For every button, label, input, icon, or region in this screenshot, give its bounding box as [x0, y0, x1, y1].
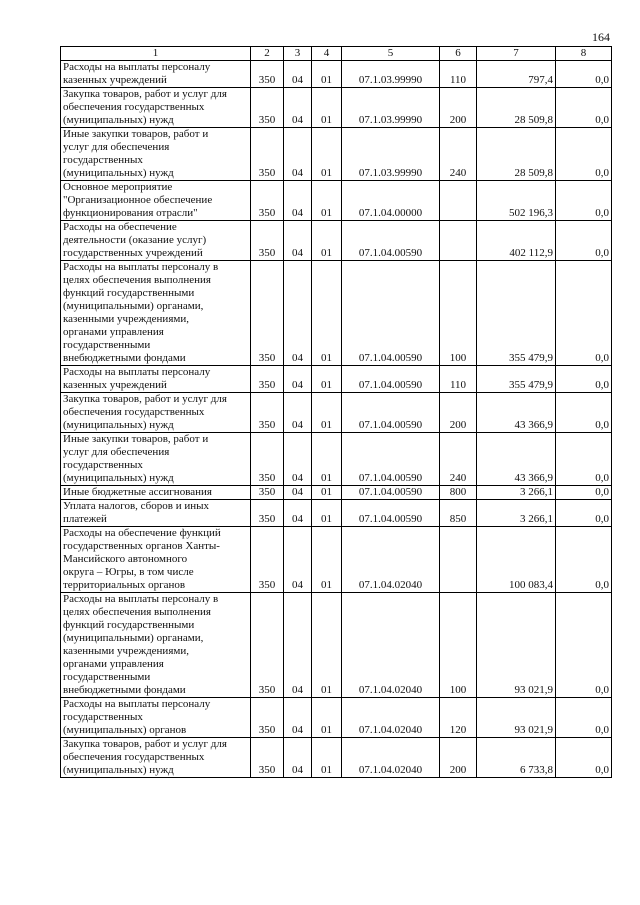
- table-row: [61, 181, 612, 221]
- subsection-code: 01: [312, 433, 342, 486]
- expense-type-code: 800: [440, 486, 477, 500]
- item-name: Иные закупки товаров, работ и услуг для обеспечения государственных (муниципальных) нужд: [61, 433, 251, 486]
- subsection-code: 01: [312, 61, 342, 88]
- header-col-8: 8: [556, 47, 612, 61]
- amount-value-2: 0,0: [556, 698, 612, 738]
- amount-value-2: 0,0: [556, 486, 612, 500]
- amount-value: 100 083,4: [477, 527, 556, 593]
- target-article-code: 07.1.04.00590: [342, 486, 440, 500]
- amount-value: 93 021,9: [477, 593, 556, 698]
- target-article-code: 07.1.04.02040: [342, 698, 440, 738]
- item-name: Расходы на выплаты персоналу государственных (муниципальных) органов: [61, 698, 251, 738]
- item-name: Расходы на выплаты персоналу в целях обеспечения выполнения функций государственными (муниципальными) органами, казенными учреждениями, органами управления государственными внебюджетными фондами: [61, 261, 251, 366]
- subsection-code: 01: [312, 486, 342, 500]
- amount-value: 355 479,9: [477, 261, 556, 366]
- header-col-4: 4: [312, 47, 342, 61]
- section-code: 04: [284, 128, 312, 181]
- subsection-code: 01: [312, 181, 342, 221]
- target-article-code: 07.1.04.00590: [342, 221, 440, 261]
- amount-value-2: 0,0: [556, 393, 612, 433]
- amount-value: 93 021,9: [477, 698, 556, 738]
- amount-value-2: 0,0: [556, 261, 612, 366]
- amount-value-2: 0,0: [556, 593, 612, 698]
- item-name: Закупка товаров, работ и услуг для обеспечения государственных (муниципальных) нужд: [61, 88, 251, 128]
- subsection-code: 01: [312, 500, 342, 527]
- expense-type-code: [440, 181, 477, 221]
- amount-value: 797,4: [477, 61, 556, 88]
- section-code: 04: [284, 698, 312, 738]
- ministry-code: 350: [251, 486, 284, 500]
- target-article-code: 07.1.04.00590: [342, 433, 440, 486]
- ministry-code: 350: [251, 738, 284, 778]
- ministry-code: 350: [251, 500, 284, 527]
- amount-value: 28 509,8: [477, 128, 556, 181]
- amount-value-2: 0,0: [556, 61, 612, 88]
- ministry-code: 350: [251, 366, 284, 393]
- target-article-code: 07.1.04.00590: [342, 393, 440, 433]
- subsection-code: 01: [312, 88, 342, 128]
- section-code: 04: [284, 527, 312, 593]
- target-article-code: 07.1.04.00590: [342, 261, 440, 366]
- table-row: [61, 593, 612, 698]
- expense-type-code: 120: [440, 698, 477, 738]
- table-body: [61, 61, 612, 778]
- ministry-code: 350: [251, 527, 284, 593]
- ministry-code: 350: [251, 181, 284, 221]
- target-article-code: 07.1.04.00590: [342, 366, 440, 393]
- ministry-code: 350: [251, 698, 284, 738]
- section-code: 04: [284, 366, 312, 393]
- expense-type-code: 240: [440, 128, 477, 181]
- expense-type-code: 100: [440, 261, 477, 366]
- subsection-code: 01: [312, 128, 342, 181]
- target-article-code: 07.1.03.99990: [342, 88, 440, 128]
- table-row: [61, 88, 612, 128]
- target-article-code: 07.1.04.00000: [342, 181, 440, 221]
- header-col-5: 5: [342, 47, 440, 61]
- table-row: [61, 128, 612, 181]
- header-col-1: 1: [61, 47, 251, 61]
- subsection-code: 01: [312, 393, 342, 433]
- item-name: Иные закупки товаров, работ и услуг для обеспечения государственных (муниципальных) нужд: [61, 128, 251, 181]
- ministry-code: 350: [251, 393, 284, 433]
- section-code: 04: [284, 738, 312, 778]
- item-name: Уплата налогов, сборов и иных платежей: [61, 500, 251, 527]
- subsection-code: 01: [312, 698, 342, 738]
- ministry-code: 350: [251, 128, 284, 181]
- table-row: [61, 698, 612, 738]
- item-name: Закупка товаров, работ и услуг для обеспечения государственных (муниципальных) нужд: [61, 738, 251, 778]
- expense-type-code: [440, 221, 477, 261]
- table-row: [61, 366, 612, 393]
- ministry-code: 350: [251, 88, 284, 128]
- ministry-code: 350: [251, 261, 284, 366]
- amount-value-2: 0,0: [556, 527, 612, 593]
- section-code: 04: [284, 433, 312, 486]
- amount-value: 6 733,8: [477, 738, 556, 778]
- budget-table: [60, 46, 612, 778]
- table-row: [61, 486, 612, 500]
- amount-value: 3 266,1: [477, 500, 556, 527]
- section-code: 04: [284, 221, 312, 261]
- expense-type-code: 100: [440, 593, 477, 698]
- amount-value-2: 0,0: [556, 366, 612, 393]
- expense-type-code: 110: [440, 366, 477, 393]
- header-col-2: 2: [251, 47, 284, 61]
- subsection-code: 01: [312, 738, 342, 778]
- ministry-code: 350: [251, 593, 284, 698]
- subsection-code: 01: [312, 593, 342, 698]
- section-code: 04: [284, 593, 312, 698]
- amount-value: 502 196,3: [477, 181, 556, 221]
- ministry-code: 350: [251, 61, 284, 88]
- amount-value-2: 0,0: [556, 500, 612, 527]
- amount-value: 402 112,9: [477, 221, 556, 261]
- expense-type-code: 850: [440, 500, 477, 527]
- subsection-code: 01: [312, 527, 342, 593]
- amount-value-2: 0,0: [556, 738, 612, 778]
- ministry-code: 350: [251, 433, 284, 486]
- header-col-3: 3: [284, 47, 312, 61]
- amount-value: 3 266,1: [477, 486, 556, 500]
- table-row: [61, 433, 612, 486]
- item-name: Расходы на обеспечение деятельности (оказание услуг) государственных учреждений: [61, 221, 251, 261]
- item-name: Иные бюджетные ассигнования: [61, 486, 251, 500]
- ministry-code: 350: [251, 221, 284, 261]
- amount-value: 355 479,9: [477, 366, 556, 393]
- table-row: [61, 221, 612, 261]
- amount-value: 43 366,9: [477, 433, 556, 486]
- item-name: Закупка товаров, работ и услуг для обеспечения государственных (муниципальных) нужд: [61, 393, 251, 433]
- subsection-code: 01: [312, 261, 342, 366]
- header-col-6: 6: [440, 47, 477, 61]
- section-code: 04: [284, 500, 312, 527]
- target-article-code: 07.1.03.99990: [342, 128, 440, 181]
- expense-type-code: 240: [440, 433, 477, 486]
- section-code: 04: [284, 393, 312, 433]
- target-article-code: 07.1.04.02040: [342, 593, 440, 698]
- target-article-code: 07.1.04.00590: [342, 500, 440, 527]
- section-code: 04: [284, 261, 312, 366]
- section-code: 04: [284, 61, 312, 88]
- item-name: Расходы на выплаты персоналу в целях обеспечения выполнения функций государственными (муниципальными) органами, казенными учреждениями, органами управления государственными внебюджетными фондами: [61, 593, 251, 698]
- subsection-code: 01: [312, 366, 342, 393]
- expense-type-code: [440, 527, 477, 593]
- table-row: [61, 261, 612, 366]
- page-number: 164: [592, 30, 610, 44]
- amount-value-2: 0,0: [556, 181, 612, 221]
- table-row: [61, 393, 612, 433]
- amount-value-2: 0,0: [556, 128, 612, 181]
- expense-type-code: 200: [440, 738, 477, 778]
- table-row: [61, 61, 612, 88]
- item-name: Расходы на обеспечение функций государственных органов Ханты- Мансийского автономного округа – Югры, в том числе территориальных органов: [61, 527, 251, 593]
- item-name: Основное мероприятие "Организационное обеспечение функционирования отрасли": [61, 181, 251, 221]
- header-col-7: 7: [477, 47, 556, 61]
- section-code: 04: [284, 486, 312, 500]
- amount-value-2: 0,0: [556, 221, 612, 261]
- item-name: Расходы на выплаты персоналу казенных учреждений: [61, 366, 251, 393]
- target-article-code: 07.1.03.99990: [342, 61, 440, 88]
- amount-value-2: 0,0: [556, 433, 612, 486]
- section-code: 04: [284, 181, 312, 221]
- table-row: [61, 527, 612, 593]
- section-code: 04: [284, 88, 312, 128]
- amount-value-2: 0,0: [556, 88, 612, 128]
- target-article-code: 07.1.04.02040: [342, 738, 440, 778]
- target-article-code: 07.1.04.02040: [342, 527, 440, 593]
- amount-value: 28 509,8: [477, 88, 556, 128]
- table-row: [61, 500, 612, 527]
- expense-type-code: 200: [440, 88, 477, 128]
- item-name: Расходы на выплаты персоналу казенных учреждений: [61, 61, 251, 88]
- amount-value: 43 366,9: [477, 393, 556, 433]
- expense-type-code: 200: [440, 393, 477, 433]
- header-row: [61, 47, 612, 61]
- expense-type-code: 110: [440, 61, 477, 88]
- subsection-code: 01: [312, 221, 342, 261]
- table-row: [61, 738, 612, 778]
